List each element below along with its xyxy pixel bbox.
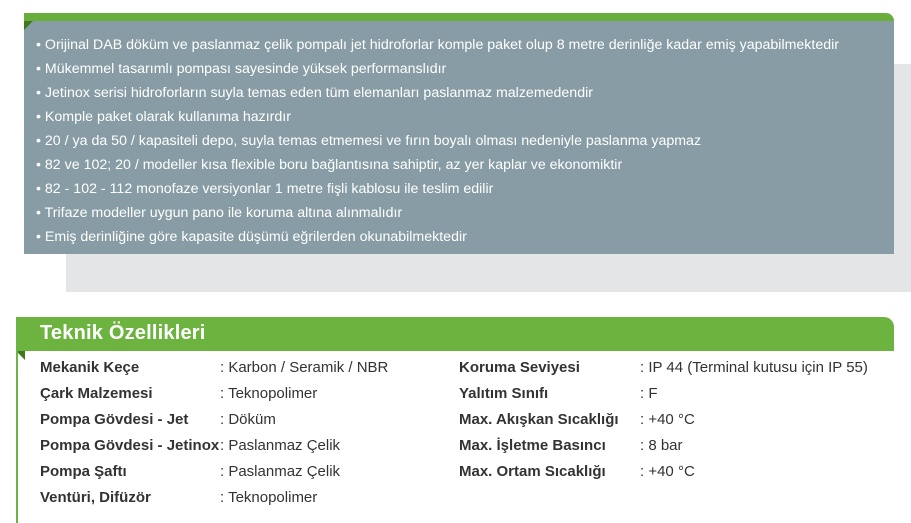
spec-value: : Teknopolimer [220, 385, 318, 402]
spec-label: Max. Ortam Sıcaklığı [459, 463, 606, 480]
spec-value: : Paslanmaz Çelik [220, 437, 341, 454]
feature-item: • Orijinal DAB döküm ve paslanmaz çelik pompalı jet hidroforlar komple paket olup 8 metre derinliğe kadar emiş yapabilmektedir [36, 33, 894, 57]
spec-label: Pompa Gövdesi - Jet [40, 411, 189, 428]
feature-item: • Trifaze modeller uygun pano ile koruma altına alınmalıdır [36, 201, 894, 225]
feature-item: • Komple paket olarak kullanıma hazırdır [36, 105, 894, 129]
features-box [24, 13, 894, 254]
specs-title: Teknik Özellikleri [40, 322, 206, 344]
feature-item: • Mükemmel tasarımlı pompası sayesinde yüksek performanslıdır [36, 57, 894, 81]
spec-value: : 8 bar [640, 437, 683, 454]
specs-left-border [16, 351, 18, 523]
feature-item: • 82 ve 102; 20 / modeller kısa flexible boru bağlantısına sahiptir, az yer kaplar ve ekonomiktir [36, 153, 894, 177]
spec-label: Max. Akışkan Sıcaklığı [459, 411, 619, 428]
feature-item: • 20 / ya da 50 / kapasiteli depo, suyla temas etmemesi ve fırın boyalı olması nedeniyle paslanma yapmaz [36, 129, 894, 153]
spec-value: : Teknopolimer [220, 489, 318, 506]
specs-header [16, 317, 894, 351]
spec-value: : F [640, 385, 658, 402]
feature-item: • Emiş derinliğine göre kapasite düşümü eğrilerden okunabilmektedir [36, 225, 894, 249]
features-fold-corner [24, 21, 33, 30]
feature-item: • Jetinox serisi hidroforların suyla temas eden tüm elemanları paslanmaz malzemedendir [36, 81, 894, 105]
spec-label: Pompa Şaftı [40, 463, 127, 480]
spec-value: : IP 44 (Terminal kutusu için IP 55) [640, 359, 868, 376]
features-list [24, 21, 894, 249]
spec-label: Max. İşletme Basıncı [459, 437, 606, 454]
spec-label: Ventüri, Difüzör [40, 489, 151, 506]
spec-value: : Karbon / Seramik / NBR [220, 359, 389, 376]
spec-value: : Döküm [220, 411, 276, 428]
spec-value: : +40 °C [640, 463, 695, 480]
spec-label: Pompa Gövdesi - Jetinox [40, 437, 220, 454]
feature-item: • 82 - 102 - 112 monofaze versiyonlar 1 metre fişli kablosu ile teslim edilir [36, 177, 894, 201]
spec-label: Yalıtım Sınıfı [459, 385, 549, 402]
spec-label: Koruma Seviyesi [459, 359, 580, 376]
spec-value: : Paslanmaz Çelik [220, 463, 341, 480]
spec-value: : +40 °C [640, 411, 695, 428]
spec-label: Çark Malzemesi [40, 385, 153, 402]
spec-label: Mekanik Keçe [40, 359, 140, 376]
